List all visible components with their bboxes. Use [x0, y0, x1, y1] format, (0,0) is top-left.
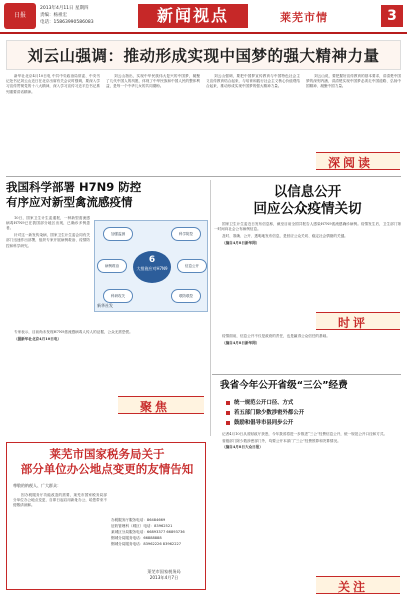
graphic-node: 科研攻关 [103, 289, 133, 303]
graphic-center [133, 251, 171, 283]
h7n9-headline[interactable] [6, 180, 206, 210]
h7n9-headline-line1: 我国科学部署 H7N9 防控 [6, 180, 142, 194]
focus-tag: 聚焦 [140, 400, 171, 414]
h7n9-col-1: 10日，国家卫生计生委通报，一种新型禽流感病毒H7N9已在我国部分地区出现，已确诊多例患者。 针对这一新发传染病，国家卫生计生委会同有关部门迅速作出部署，组织专家开展病例救治、疫情防控和科学研究。 [6, 216, 90, 248]
lead-col-4: 刘云山说，要把握好宣传教育的基本要求，讲清楚中国梦的深刻内涵，讲清楚实现中国梦必须走中国道路、弘扬中国精神、凝聚中国力量。 [306, 74, 401, 89]
tax-title-line2: 部分单位办公地点变更的友情告知 [20, 462, 194, 476]
h7n9-headline-line2: 有序应对新型禽流感疫情 [6, 195, 133, 209]
section-title: 新闻视点 [138, 4, 248, 28]
graphic-node: 信息公开 [177, 259, 207, 273]
tax-salutation: 尊敬的纳税人、广大群众： [13, 483, 61, 488]
masthead-editor: 责编：杨祖宏 [40, 13, 67, 18]
masthead-info [40, 5, 94, 26]
graphic-node: 联防联控 [171, 289, 201, 303]
masthead-phone: 电话：15863990586083 [40, 20, 94, 25]
info-body: 国家卫生计生委近日发布信息称，截至目前全国共报告人感染H7N9禽流感确诊病例。疫情发生后，卫生部门第一时间向社会公布病例信息。 及时、准确、公开、透明地发布信息，是回应公众关切、稳定社会情绪的关键。 （摘自4月8日新华网） [214, 222, 401, 245]
bullet-icon [226, 421, 230, 425]
lead-col-1: 新华社北京4月10日电 中共中央政治局常委、中央书记处书记刘云山近日在北京出席有关会议时强调，要深入学习宣传贯彻党的十八大精神，深入学习宣传习近平总书记系列重要讲话精神。 [6, 74, 100, 94]
comment-tag: 时评 [338, 316, 369, 330]
tax-notice-title[interactable] [7, 447, 207, 477]
lead-col-3: 刘云山强调，要把中国梦宣传教育与中国特色社会主义宣传教育结合起来，与培育和践行社会主义核心价值观结合起来，推动形成实现中国梦的强大精神力量。 [206, 74, 300, 89]
bullet-icon [226, 401, 230, 405]
tax-phone-line: 办税服务厅服务电话：86484669 [111, 518, 166, 522]
divider [212, 374, 401, 375]
h7n9-col-2: 专家表示，目前尚未发现H7N9禽流感病毒人传人的证据，公众无需恐慌。 （据新华社北京4月10日电） [14, 330, 133, 341]
graphic-caption: 新华社发 [97, 303, 113, 308]
info-headline-line1: 以信息公开 [273, 184, 342, 200]
newspaper-logo: 日报 [4, 3, 36, 29]
column-divider [210, 180, 211, 436]
tax-title-line1: 莱芜市国家税务局关于 [49, 447, 165, 461]
attention-tag: 关注 [338, 580, 369, 594]
sangong-sub-3: 鼓励和倡导市县同步公开 [226, 418, 386, 426]
graphic-node: 加强监测 [103, 227, 133, 241]
graphic-node: 病例救治 [97, 259, 127, 273]
tax-notice [6, 442, 206, 590]
comment-body: 疫情面前，信息公开不仅是政府的责任，也是赢得公众信任的基础。 （摘自4月8日新华网） [222, 334, 330, 345]
sangong-sub-1: 统一规范公开口径、方式 [226, 398, 386, 406]
tax-body: 因办税服务厅功能改造的需要，莱芜市国家税务局部分单位办公地点变更，自即日起启用新址办公，给您带来不便敬请谅解。 [13, 493, 107, 508]
bullet-icon [226, 411, 230, 415]
tax-phone-line: 钢城分局服务电话：83962226 83962227 [111, 542, 182, 546]
page-number: 3 [381, 5, 403, 27]
tax-phone-list [111, 517, 205, 547]
info-headline[interactable] [214, 184, 401, 218]
graphic-center-label: 大措施应对H7N9 [136, 266, 168, 271]
divider [6, 176, 401, 177]
graphic-node: 科学防控 [171, 227, 201, 241]
tax-signature-date: 2013年4月7日 [149, 575, 179, 580]
info-headline-line2: 回应公众疫情关切 [253, 201, 362, 217]
tax-signature [119, 569, 209, 581]
sangong-headline[interactable]: 我省今年公开省级“三公”经费 [220, 380, 348, 391]
sangong-body: 记者4月10日从省财政厅获悉，今年我省将进一步推进“三公”经费信息公开，统一规范公开口径和方式。 省级部门除少数涉密部门外，均要公开本部门“三公”经费预算和决算情况。 （摘自4月8日大众日报） [222, 432, 388, 450]
h7n9-infographic [94, 220, 208, 312]
sangong-sub-2: 若五部门除少数涉密外都公开 [226, 408, 386, 416]
lead-headline-box [6, 40, 401, 70]
lead-headline[interactable]: 刘云山强调：推动形成实现中国梦的强大精神力量 [27, 47, 380, 65]
brand-name: 莱芜市情 [280, 11, 328, 24]
tax-phone-line: 莱城区分局服务电话：66893377 66893736 [111, 530, 185, 534]
tax-phone-line: 征收管理科（城区）电话：83962521 [111, 524, 173, 528]
graphic-center-number: 6 [148, 255, 156, 265]
lead-col-2: 刘云山指出，实现中华民族伟大复兴的中国梦，凝聚了几代中国人的夙愿，体现了中华民族和中国人民的整体利益，是每一个中华儿女的共同期盼。 [106, 74, 200, 89]
deep-read-tag: 深阅读 [328, 156, 374, 170]
masthead [0, 0, 407, 34]
masthead-date: 2013年4月11日 星期四 [40, 6, 89, 11]
tax-phone-line: 钢城分局服务电话：66888888 [111, 536, 162, 540]
tax-signature-org: 莱芜市国家税务局 [147, 569, 181, 574]
